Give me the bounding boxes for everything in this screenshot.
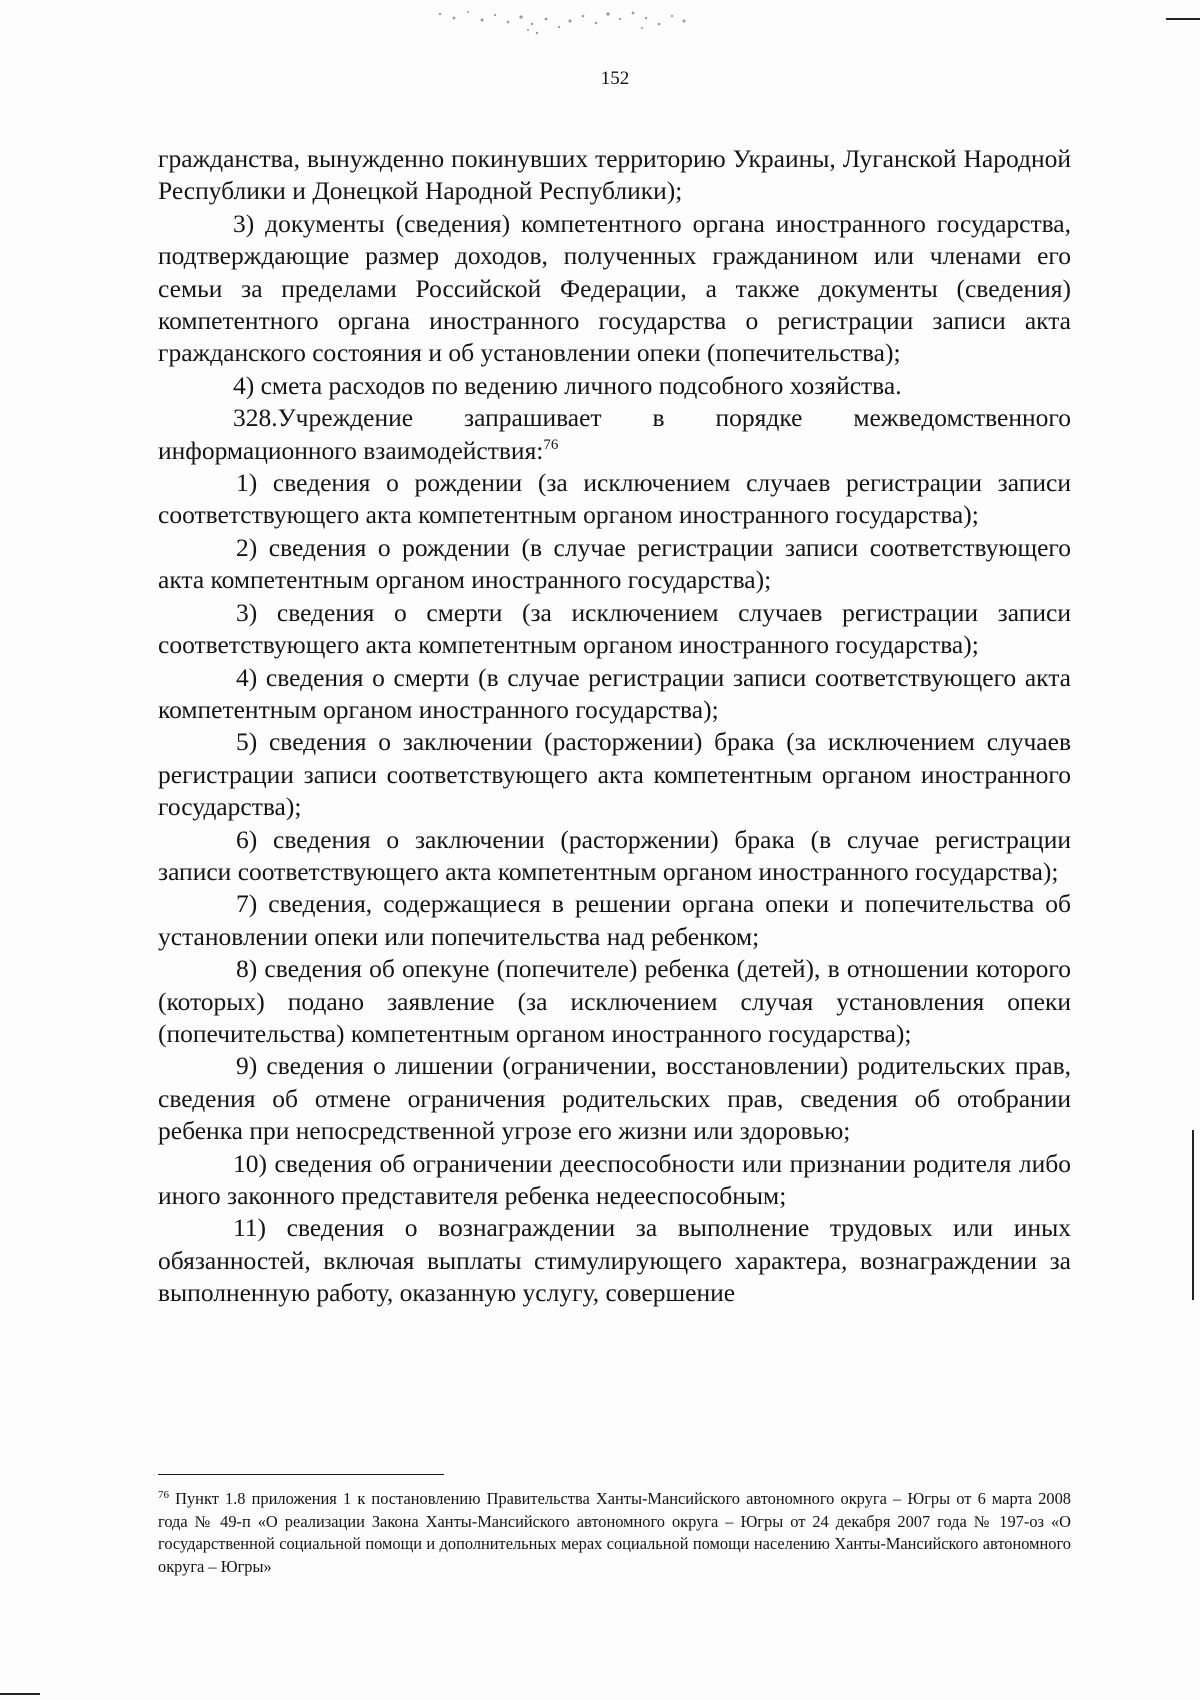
list-item-7: 7) сведения, содержащиеся в решении органа опеки и попечительства об установлении опеки или попечительства над ребенком; <box>158 889 1071 951</box>
scan-edge-right <box>1192 1130 1194 1300</box>
list-item-6: 6) сведения о заключении (расторжении) брака (в случае регистрации записи соответствующего акта компетентным органом иностранного государства); <box>158 824 1071 886</box>
clause-328-text: 328.Учреждение запрашивает в порядке межведомственного информационного взаимодействия: <box>158 403 1071 465</box>
list-item-9: 9) сведения о лишении (ограничении, восстановлении) родительских прав, сведения об отмене ограничения родительских прав, сведения об отобрании ребенка при непосредственной угрозе его жизни или здоровью; <box>158 1051 1071 1146</box>
footnote-divider <box>158 1474 444 1475</box>
list-item-4: 4) сведения о смерти (в случае регистрации записи соответствующего акта компетентным органом иностранного государства); <box>158 662 1071 724</box>
footnote-text: Пункт 1.8 приложения 1 к постановлению Правительства Ханты-Мансийского автономного округа – Югры от 6 марта 2008 года № 49-п «О реализации Закона Ханты-Мансийского автономного округа – Югры от 24 декабря 2007 года № 197-оз «О государственной социальной помощи и дополнительных мерах социальной помощи населению Ханты-Мансийского автономного округа – Югры» <box>158 1489 1071 1576</box>
page-number: 152 <box>600 68 630 89</box>
list-item-1: 1) сведения о рождении (за исключением случаев регистрации записи соответствующего акта компетентным органом иностранного государства); <box>158 468 1071 530</box>
footnote-number: 76 <box>158 1489 169 1501</box>
scan-noise-mark <box>420 0 710 40</box>
scan-edge-bottom-left <box>0 1693 40 1695</box>
list-item-4-estimate: 4) смета расходов по ведению личного подсобного хозяйства. <box>233 370 902 400</box>
scan-edge-top-right <box>1166 18 1200 20</box>
footnote <box>158 1488 1071 1578</box>
list-item-2: 2) сведения о рождении (в случае регистрации записи соответствующего акта компетентным органом иностранного государства); <box>158 532 1071 595</box>
list-item-8: 8) сведения об опекуне (попечителе) ребенка (детей), в отношении которого (которых) подано заявление (за исключением случая установления опеки (попечительства) компетентным органом иностранного государства); <box>158 954 1071 1048</box>
list-item-3: 3) сведения о смерти (за исключением случаев регистрации записи соответствующего акта компетентным органом иностранного государства); <box>158 597 1071 660</box>
list-item-10: 10) сведения об ограничении дееспособности или признании родителя либо иного законного представителя ребенка недееспособным; <box>158 1148 1071 1210</box>
paragraph-continuation: гражданства, вынужденно покинувших территорию Украины, Луганской Народной Республики и Донецкой Народной Республики); <box>158 144 1071 206</box>
list-item-5: 5) сведения о заключении (расторжении) брака (за исключением случаев регистрации записи соответствующего акта компетентным органом иностранного государства); <box>158 727 1071 822</box>
body-text <box>158 143 1071 1310</box>
clause-328 <box>158 402 1071 467</box>
footnote-ref: 76 <box>543 436 559 453</box>
list-item-3-documents: 3) документы (сведения) компетентного органа иностранного государства, подтверждающие размер доходов, полученных гражданином или членами его семьи за пределами Российской Федерации, а также документы (сведения) компетентного органа иностранного государства о регистрации записи акта гражданского состояния и об установлении опеки (попечительства); <box>158 208 1071 368</box>
list-item-11: 11) сведения о вознаграждении за выполнение трудовых или иных обязанностей, включая выплаты стимулирующего характера, вознаграждении за выполненную работу, оказанную услугу, совершение <box>158 1213 1071 1308</box>
